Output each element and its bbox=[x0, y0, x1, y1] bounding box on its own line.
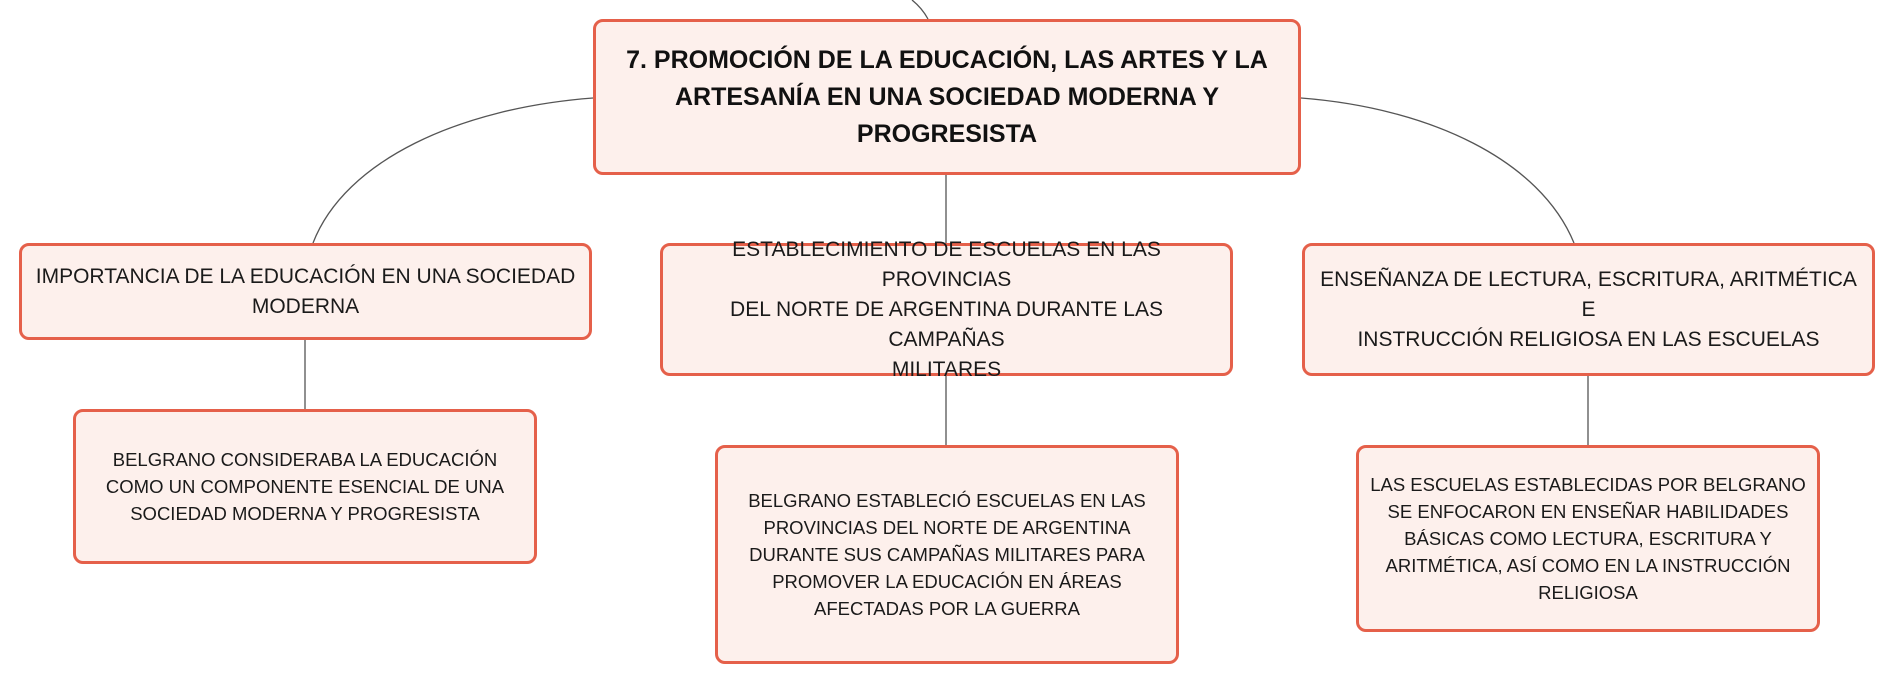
detail-node-schools-focused[interactable] bbox=[1356, 445, 1820, 632]
detail-label: BELGRANO CONSIDERABA LA EDUCACIÓN COMO UN COMPONENTE ESENCIAL DE UNA SOCIEDAD MODERNA Y PROGRESISTA bbox=[105, 449, 505, 524]
branch-node-schools-north[interactable] bbox=[660, 237, 1233, 381]
root-topic-node[interactable] bbox=[593, 19, 1301, 175]
branch-label: ESTABLECIMIENTO DE ESCUELAS EN LAS PROVINCIAS DEL NORTE DE ARGENTINA DURANTE LAS CAMPAÑAS MILITARES bbox=[730, 237, 1163, 381]
connector-root-to-right-branch bbox=[1301, 98, 1574, 243]
root-topic-label: 7. PROMOCIÓN DE LA EDUCACIÓN, LAS ARTES Y LA ARTESANÍA EN UNA SOCIEDAD MODERNA Y PROGRESISTA bbox=[626, 45, 1268, 148]
branch-label: IMPORTANCIA DE LA EDUCACIÓN EN UNA SOCIEDAD MODERNA bbox=[35, 264, 576, 318]
connector-root-to-left-branch bbox=[313, 98, 593, 243]
detail-label: BELGRANO ESTABLECIÓ ESCUELAS EN LAS PROVINCIAS DEL NORTE DE ARGENTINA DURANTE SUS CAMPAÑAS MILITARES PARA PROMOVER LA EDUCACIÓN EN ÁREAS AFECTADAS POR LA GUERRA bbox=[748, 490, 1146, 619]
branch-node-teaching-subjects[interactable] bbox=[1302, 243, 1875, 376]
detail-label: LAS ESCUELAS ESTABLECIDAS POR BELGRANO SE ENFOCARON EN ENSEÑAR HABILIDADES BÁSICAS COMO LECTURA, ESCRITURA Y ARITMÉTICA, ASÍ COMO EN LA INSTRUCCIÓN RELIGIOSA bbox=[1370, 474, 1806, 603]
branch-label: ENSEÑANZA DE LECTURA, ESCRITURA, ARITMÉTICA E INSTRUCCIÓN RELIGIOSA EN LAS ESCUELAS bbox=[1320, 267, 1857, 351]
connector-parent-to-root bbox=[912, 0, 928, 19]
branch-node-importance-education[interactable] bbox=[19, 243, 592, 340]
detail-node-belgrano-established[interactable] bbox=[715, 445, 1179, 664]
detail-node-belgrano-considered[interactable] bbox=[73, 409, 537, 564]
